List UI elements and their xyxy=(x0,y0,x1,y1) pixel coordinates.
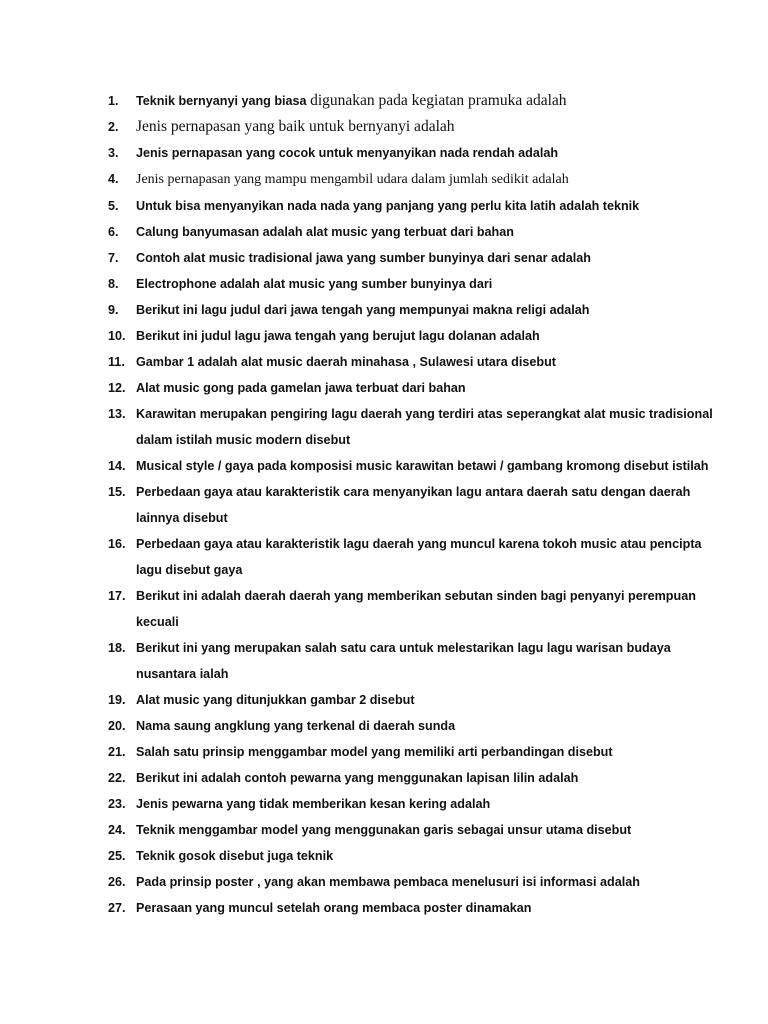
question-item xyxy=(108,88,728,114)
question-number: 1. xyxy=(108,94,119,108)
question-item xyxy=(108,713,728,739)
question-number: 17. xyxy=(108,589,126,603)
question-text-segment: Perbedaan gaya atau karakteristik cara menyanyikan lagu antara daerah satu dengan daerah xyxy=(136,485,691,499)
question-text xyxy=(136,193,728,219)
question-text-segment: Untuk bisa menyanyikan nada nada yang panjang yang perlu kita latih adalah teknik xyxy=(136,199,640,213)
question-text-segment: Contoh alat music tradisional jawa yang sumber bunyinya dari senar adalah xyxy=(136,251,591,265)
question-number: 23. xyxy=(108,797,126,811)
question-item xyxy=(108,375,728,401)
question-text xyxy=(136,453,728,479)
question-text xyxy=(136,88,728,114)
question-text xyxy=(136,635,728,687)
question-item xyxy=(108,297,728,323)
question-number: 26. xyxy=(108,875,126,889)
question-item xyxy=(108,271,728,297)
question-text xyxy=(136,401,728,453)
question-item xyxy=(108,583,728,635)
question-text xyxy=(136,869,728,895)
question-text xyxy=(136,323,728,349)
question-number: 9. xyxy=(108,303,119,317)
question-number: 21. xyxy=(108,745,126,759)
question-number: 10. xyxy=(108,329,126,343)
question-text xyxy=(136,219,728,245)
question-text xyxy=(136,739,728,765)
question-text-segment: Musical style / gaya pada komposisi music karawitan betawi / gambang kromong disebut istilah xyxy=(136,459,709,473)
question-item xyxy=(108,479,728,531)
question-text-continuation: lagu disebut gaya xyxy=(136,563,243,577)
question-item xyxy=(108,219,728,245)
question-text-segment: Teknik menggambar model yang menggunakan garis sebagai unsur utama disebut xyxy=(136,823,632,837)
question-item xyxy=(108,323,728,349)
question-text-segment: Berikut ini judul lagu jawa tengah yang berujut lagu dolanan adalah xyxy=(136,329,540,343)
question-number: 12. xyxy=(108,381,126,395)
question-number: 6. xyxy=(108,225,119,239)
question-number: 20. xyxy=(108,719,126,733)
question-number: 13. xyxy=(108,407,126,421)
question-text xyxy=(136,531,728,583)
question-text-continuation: dalam istilah music modern disebut xyxy=(136,433,351,447)
question-number: 5. xyxy=(108,199,119,213)
question-item xyxy=(108,739,728,765)
question-number: 7. xyxy=(108,251,119,265)
question-number: 15. xyxy=(108,485,126,499)
question-text-segment: Gambar 1 adalah alat music daerah minahasa , Sulawesi utara disebut xyxy=(136,355,556,369)
question-item xyxy=(108,114,728,140)
question-text xyxy=(136,245,728,271)
question-number: 2. xyxy=(108,120,119,134)
question-text-segment: Electrophone adalah alat music yang sumber bunyinya dari xyxy=(136,277,493,291)
question-number: 27. xyxy=(108,901,126,915)
question-number: 25. xyxy=(108,849,126,863)
question-number: 24. xyxy=(108,823,126,837)
question-text-continuation: kecuali xyxy=(136,615,179,629)
question-text-segment: Jenis pernapasan yang cocok untuk menyanyikan nada rendah adalah xyxy=(136,146,559,160)
question-text-segment: Teknik bernyanyi yang biasa xyxy=(136,94,311,108)
question-text xyxy=(136,765,728,791)
question-text-segment: Perbedaan gaya atau karakteristik lagu daerah yang muncul karena tokoh music atau pencipta xyxy=(136,537,702,551)
question-number: 14. xyxy=(108,459,126,473)
question-number: 19. xyxy=(108,693,126,707)
question-text xyxy=(136,687,728,713)
question-text-segment: digunakan pada kegiatan pramuka adalah xyxy=(310,92,567,109)
question-text-segment: Berikut ini adalah contoh pewarna yang menggunakan lapisan lilin adalah xyxy=(136,771,579,785)
question-text xyxy=(136,791,728,817)
question-text-segment: Berikut ini lagu judul dari jawa tengah yang mempunyai makna religi adalah xyxy=(136,303,590,317)
question-text xyxy=(136,843,728,869)
question-text-segment: Jenis pernapasan yang mampu mengambil udara dalam jumlah sedikit adalah xyxy=(136,172,569,187)
question-number: 4. xyxy=(108,172,119,186)
question-number: 18. xyxy=(108,641,126,655)
question-item xyxy=(108,817,728,843)
question-text xyxy=(136,166,728,193)
question-item xyxy=(108,635,728,687)
question-text xyxy=(136,817,728,843)
question-item xyxy=(108,245,728,271)
question-number: 8. xyxy=(108,277,119,291)
question-item xyxy=(108,765,728,791)
question-item xyxy=(108,453,728,479)
question-text-segment: Calung banyumasan adalah alat music yang terbuat dari bahan xyxy=(136,225,514,239)
question-text-segment: Perasaan yang muncul setelah orang membaca poster dinamakan xyxy=(136,901,532,915)
question-number: 16. xyxy=(108,537,126,551)
question-text-segment: Karawitan merupakan pengiring lagu daerah yang terdiri atas seperangkat alat music tradisional xyxy=(136,407,713,421)
question-text xyxy=(136,297,728,323)
question-item xyxy=(108,166,728,193)
question-list xyxy=(108,88,728,921)
question-text-segment: Pada prinsip poster , yang akan membawa pembaca menelusuri isi informasi adalah xyxy=(136,875,640,889)
question-item xyxy=(108,687,728,713)
question-item xyxy=(108,869,728,895)
question-text-segment: Berikut ini adalah daerah daerah yang memberikan sebutan sinden bagi penyanyi perempuan xyxy=(136,589,696,603)
question-text xyxy=(136,479,728,531)
question-text xyxy=(136,583,728,635)
question-item xyxy=(108,843,728,869)
question-text-segment: Teknik gosok disebut juga teknik xyxy=(136,849,334,863)
question-text xyxy=(136,271,728,297)
question-item xyxy=(108,791,728,817)
question-text-segment: Nama saung angklung yang terkenal di daerah sunda xyxy=(136,719,456,733)
question-text xyxy=(136,375,728,401)
question-text-segment: Jenis pernapasan yang baik untuk bernyanyi adalah xyxy=(136,118,455,135)
question-text xyxy=(136,140,728,166)
question-item xyxy=(108,531,728,583)
question-text-segment: Alat music yang ditunjukkan gambar 2 disebut xyxy=(136,693,415,707)
question-text-continuation: nusantara ialah xyxy=(136,667,229,681)
question-item xyxy=(108,895,728,921)
question-text xyxy=(136,114,728,140)
question-item xyxy=(108,193,728,219)
question-number: 22. xyxy=(108,771,126,785)
question-text xyxy=(136,713,728,739)
question-item xyxy=(108,349,728,375)
question-number: 3. xyxy=(108,146,119,160)
question-text-segment: Alat music gong pada gamelan jawa terbuat dari bahan xyxy=(136,381,466,395)
question-item xyxy=(108,401,728,453)
question-item xyxy=(108,140,728,166)
question-number: 11. xyxy=(108,355,125,369)
question-text-segment: Jenis pewarna yang tidak memberikan kesan kering adalah xyxy=(136,797,491,811)
question-text xyxy=(136,349,728,375)
question-text-segment: Salah satu prinsip menggambar model yang memiliki arti perbandingan disebut xyxy=(136,745,613,759)
question-text-segment: Berikut ini yang merupakan salah satu cara untuk melestarikan lagu lagu warisan budaya xyxy=(136,641,671,655)
question-text-continuation: lainnya disebut xyxy=(136,511,228,525)
question-text xyxy=(136,895,728,921)
